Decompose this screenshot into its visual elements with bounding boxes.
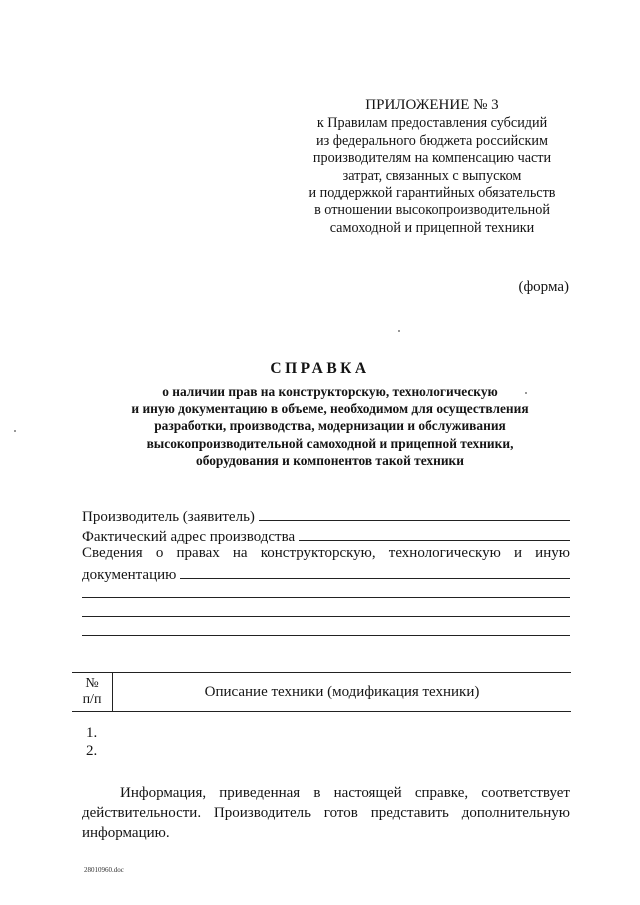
subtitle-line: и иную документацию в объеме, необходимом для осуществления: [131, 401, 529, 417]
appendix-header: [292, 97, 572, 237]
document-subtitle: [60, 383, 600, 469]
appendix-title: ПРИЛОЖЕНИЕ № 3: [365, 97, 499, 113]
appendix-line: из федерального бюджета российским: [316, 132, 548, 149]
rights-word: на: [232, 545, 248, 561]
document-title: СПРАВКА: [270, 360, 370, 377]
subtitle-line: разработки, производства, модернизации и обслуживания: [154, 418, 506, 434]
header-number-cell: [72, 673, 113, 712]
rights-word: иную: [535, 545, 570, 561]
info-paragraph: [82, 783, 570, 843]
producer-blank[interactable]: [259, 506, 570, 521]
appendix-line: затрат, связанных с выпуском: [342, 167, 522, 184]
rights-word: о: [155, 545, 164, 561]
scan-speck: [398, 330, 400, 332]
address-blank[interactable]: [299, 526, 570, 541]
appendix-line: самоходной и прицепной техники: [329, 219, 535, 236]
header-number-sign: №: [85, 676, 99, 691]
form-label: (форма): [518, 279, 569, 295]
documentation-blank[interactable]: [180, 564, 570, 579]
rights-word: и: [513, 545, 523, 561]
rights-label-line: [82, 545, 570, 562]
table-header-row: [72, 673, 571, 712]
rights-word: правах: [176, 545, 220, 561]
list-item: 2.: [86, 743, 98, 759]
producer-field: [82, 506, 570, 526]
header-description-cell: Описание техники (модификация техники): [113, 673, 572, 712]
list-item: 1.: [86, 725, 98, 741]
producer-label: Производитель (заявитель): [82, 509, 255, 525]
appendix-line: производителям на компенсацию части: [312, 150, 552, 167]
info-text: Информация, приведенная в настоящей справке, соответствует действительности. Производитель готов представить дополнительную информацию.: [82, 785, 570, 841]
subtitle-line: о наличии прав на конструкторскую, технологическую: [162, 384, 498, 399]
address-label: Фактический адрес производства: [82, 529, 296, 545]
header-number-abbr: п/п: [82, 692, 102, 707]
scan-speck: [14, 430, 16, 432]
appendix-line: и поддержкой гарантийных обязательств: [308, 185, 556, 202]
appendix-line: к Правилам предоставления субсидий: [316, 115, 548, 132]
subtitle-line: высокопроизводительной самоходной и прицепной техники,: [146, 435, 514, 451]
documentation-field: [82, 564, 570, 584]
blank-line[interactable]: [82, 597, 570, 598]
rights-word: конструкторскую,: [260, 545, 376, 561]
documentation-label: документацию: [82, 567, 177, 583]
file-name: 28010960.doc: [84, 866, 124, 874]
subtitle-line: оборудования и компонентов такой техники: [196, 452, 464, 468]
blank-line[interactable]: [82, 635, 570, 636]
technique-table: [72, 672, 571, 712]
address-field: [82, 526, 570, 546]
rights-word: технологическую: [388, 545, 501, 561]
appendix-line: в отношении высокопроизводительной: [314, 202, 550, 219]
rights-word: Сведения: [82, 545, 143, 561]
blank-line[interactable]: [82, 616, 570, 617]
